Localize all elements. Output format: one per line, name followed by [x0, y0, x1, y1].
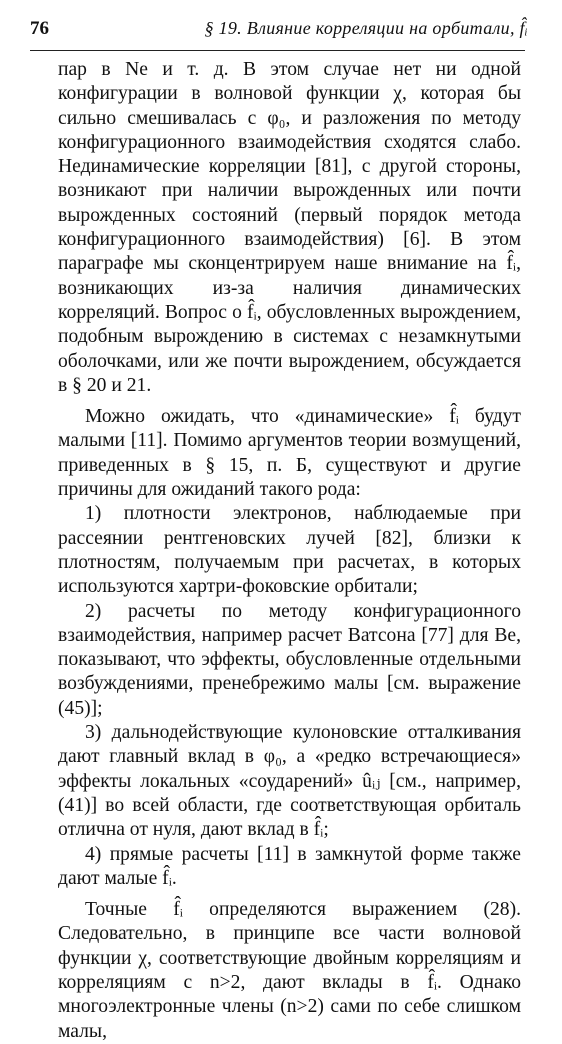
list-item-1: 1) плотности электронов, наблюдаемые при рассеянии рентгеновских лучей [82], близки к плотностям, получаемым при расчетах, в которых используются хартри-фоковские орбитали;	[58, 503, 521, 598]
paragraph-3: Точные f̂ᵢ определяются выражением (28). Следовательно, в принципе все части волновой функции χ, соответствующие двойным корреляциям и корреляциям с n>2, дают вклады в f̂ᵢ. Однако многоэлектронные члены (n>2) сами по себе слишком малы,	[58, 899, 521, 1042]
header-rule	[30, 50, 525, 51]
list-item-2: 2) расчеты по методу конфигурационного взаимодействия, например расчет Ватсона [77] для Be, показывают, что эффекты, обусловленные отдельными возбуждениями, пренебрежимо малы [см. выражение (45)];	[58, 600, 521, 719]
paragraph-1: пар в Ne и т. д. В этом случае нет ни одной конфигурации в волновой функции χ, которая бы сильно смешивалась с φ₀, и разложения по методу конфигурационного взаимодействия сходятся слабо. Нединамические корреляции [81], с другой стороны, возникают при наличии вырожденных или почти вырожденных состояний (первый порядок метода конфигурационного взаимодействия) [6]. В этом параграфе мы сконцентрируем наше внимание на f̂ᵢ, возникающих из-за наличия динамических корреляций. Вопрос о f̂ᵢ, обусловленных вырождением, подобным вырождению в системах с незамкнутыми оболочками, или же почти вырождением, обсуждается в § 20 и 21.	[58, 59, 521, 396]
running-head: § 19. Влияние корреляции на орбитали, f̂ᵢ	[204, 18, 528, 38]
list-item-3: 3) дальнодействующие кулоновские отталкивания дают главный вклад в φ₀, а «редко встречающиеся» эффекты локальных «соударений» ûᵢⱼ [см., например, (41)] во всей области, где соответствующая орбиталь отлична от нуля, дают вклад в f̂ᵢ;	[58, 722, 521, 841]
list-item-4: 4) прямые расчеты [11] в замкнутой форме также дают малые f̂ᵢ.	[58, 843, 521, 889]
page-header	[30, 14, 528, 48]
body-text	[58, 58, 521, 1044]
paragraph-2: Можно ожидать, что «динамические» f̂ᵢ будут малыми [11]. Помимо аргументов теории возмущений, приведенных в § 15, п. Б, существуют и другие причины для ожиданий такого рода:	[58, 406, 521, 501]
page-number: 76	[30, 18, 49, 39]
